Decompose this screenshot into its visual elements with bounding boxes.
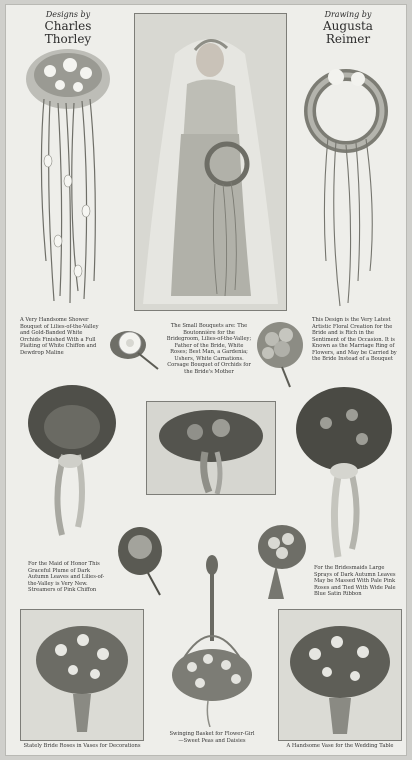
flower-girl-basket-illustration — [166, 551, 258, 727]
basket-caption: Swinging Basket for Flower-Girl—Sweet Peas and Daisies — [169, 731, 255, 744]
table-vase-caption: A Handsome Vase for the Wedding Table — [286, 743, 394, 749]
small-bouquets-caption: The Small Bouquets are: The Boutonnière for the Bridegroom, Lilies-of-the-Valley; Father of the Bride, White Roses; Best Man, a Gardenia; Ushers, White Carnations. Corsage Bouquet of Orchids for the Bride's Mother — [166, 323, 252, 375]
table-vase-frame — [278, 609, 402, 741]
rose-boutonniere-illustration — [114, 517, 168, 597]
carnation-corsage-illustration — [254, 519, 310, 601]
bride-portrait-frame — [134, 13, 287, 311]
rose-vase-frame — [20, 609, 144, 741]
maid-of-honor-plume-illustration — [22, 375, 122, 537]
vases-caption: Stately Bride Roses in Vases for Decorations — [23, 743, 141, 749]
designer-credit-label: Designs by — [45, 10, 91, 19]
floral-creation-caption: This Design is the Very Latest Artistic Floral Creation for the Bride and is Rich in the Sentiment of the Occasion. It is Known as the Marriage Ring of Flowers, and May be Carried by the Bride Instead of a Bouquet — [312, 317, 397, 362]
shower-bouquet-illustration — [20, 41, 116, 311]
bridesmaids-caption: For the Bridesmaids Large Sprays of Dark Autumn Leaves May be Massed With Pale Pink Roses and Tied With Wide Pale Blue Satin Ribbon — [314, 565, 396, 597]
magazine-page — [5, 4, 407, 756]
maid-of-honor-caption: For the Maid of Honor This Graceful Plume of Dark Autumn Leaves and Lilies-of-the-Valley is Very New. Streamers of Pink Chiffon — [28, 561, 105, 593]
gardenia-boutonniere-illustration — [104, 323, 162, 375]
marriage-ring-illustration — [296, 41, 396, 311]
artist-credit-name: Augusta Reimer — [323, 19, 373, 46]
shower-bouquet-caption: A Very Handsome Shower Bouquet of Lilies-of-the-Valley and Gold-Banded White Orchids Finished With a Full Plaiting of White Chiffon and Dewdrop Maline — [20, 317, 99, 356]
artist-credit-label: Drawing by — [324, 10, 372, 19]
designer-credit-name: Charles Thorley — [44, 19, 92, 46]
lilies-bouquet-frame — [146, 401, 276, 495]
